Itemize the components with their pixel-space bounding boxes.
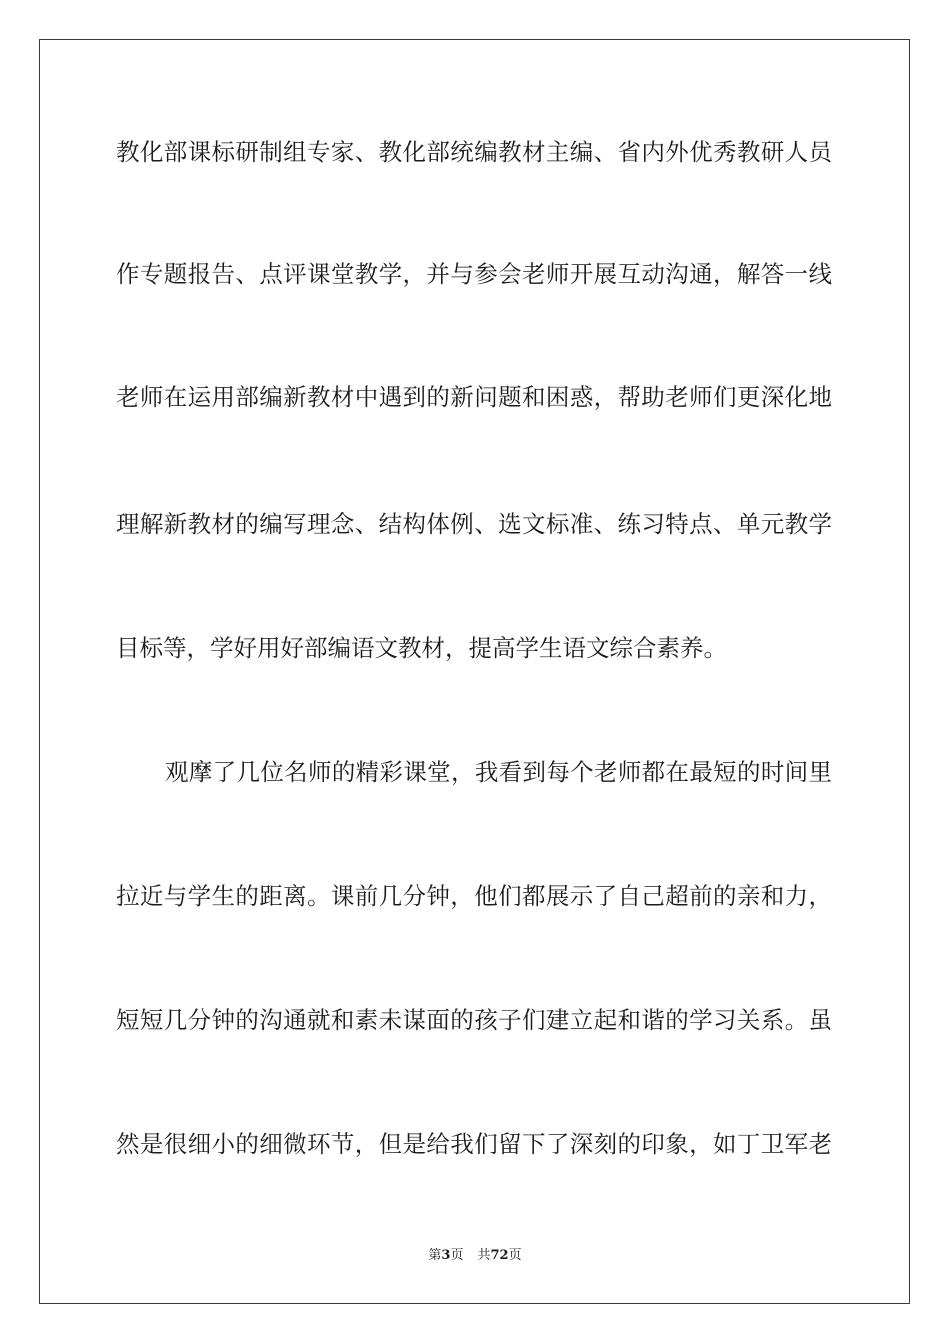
page-number: 3 [441, 1248, 451, 1263]
total-pages: 72 [490, 1248, 509, 1263]
total-prefix: 共 [477, 1248, 491, 1263]
body-text-line: 教化部课标研制组专家、教化部统编教材主编、省内外优秀教研人员 [116, 138, 832, 166]
body-text-line: 拉近与学生的距离。课前几分钟，他们都展示了自己超前的亲和力， [116, 882, 832, 910]
body-text-line: 老师在运用部编新教材中遇到的新问题和困惑，帮助老师们更深化地 [116, 383, 832, 411]
body-text-line: 然是很细小的细微环节，但是给我们留下了深刻的印象，如丁卫军老 [116, 1130, 832, 1158]
body-text-line: 作专题报告、点评课堂教学，并与参会老师开展互动沟通，解答一线 [116, 260, 832, 288]
page-suffix: 页 [450, 1248, 464, 1263]
body-text-line: 理解新教材的编写理念、结构体例、选文标准、练习特点、单元教学 [116, 510, 832, 538]
body-text-line: 短短几分钟的沟通就和素未谋面的孩子们建立起和谐的学习关系。虽 [116, 1006, 832, 1034]
page-footer [0, 1248, 950, 1264]
paragraph-first-line: 观摩了几位名师的精彩课堂，我看到每个老师都在最短的时间里 [165, 758, 832, 786]
body-text-line: 目标等，学好用好部编语文教材，提高学生语文综合素养。 [116, 634, 727, 662]
page-prefix: 第 [428, 1248, 442, 1263]
page-border [39, 39, 910, 1304]
total-suffix: 页 [508, 1248, 522, 1263]
